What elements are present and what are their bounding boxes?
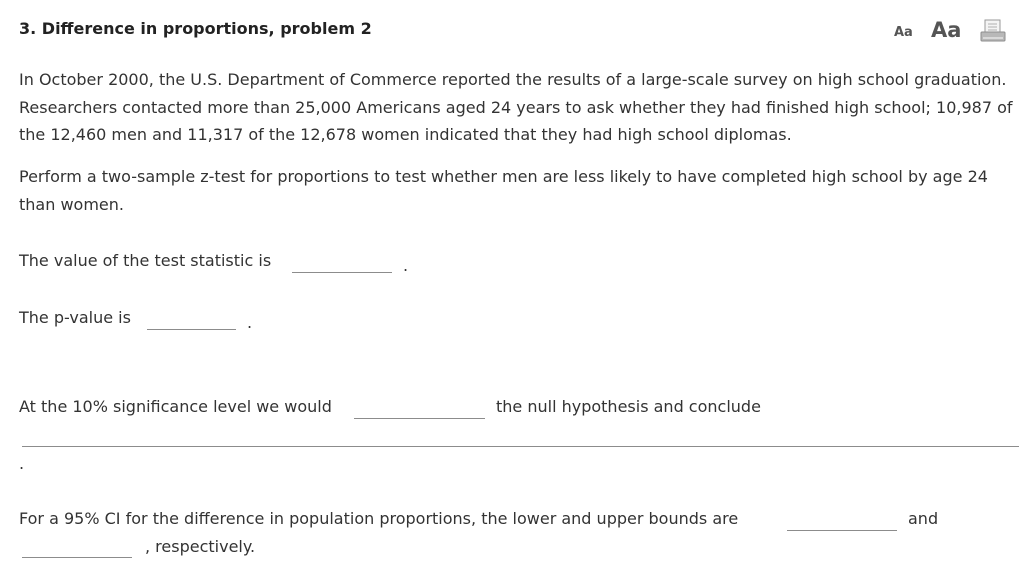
test-statistic-input[interactable] [292, 252, 392, 273]
ci-lower-input[interactable] [787, 510, 897, 531]
decision-input[interactable] [354, 398, 485, 419]
significance-label: At the 10% significance level we would [19, 397, 332, 416]
problem-paragraph-1: In October 2000, the U.S. Department of Commerce reported the results of a large-scale survey on high school graduation. Researchers contacted more than 25,000 Americans aged 24 years to ask whether they had finished high school; 10,987 of the 12,460 men and 11,317 of the 12,678 women indicated that they had high school diplomas. [19, 70, 1013, 145]
p-value-label: The p-value is [19, 308, 131, 327]
significance-suffix: the null hypothesis and conclude [496, 397, 761, 416]
period: . [19, 454, 25, 473]
problem-title: 3. Difference in proportions, problem 2 [19, 19, 372, 38]
p-value-input[interactable] [147, 309, 236, 330]
ci-respectively-label: , respectively. [145, 537, 256, 556]
period: . [247, 313, 253, 332]
period: . [403, 256, 409, 275]
print-icon[interactable] [980, 18, 1006, 44]
test-statistic-label: The value of the test statistic is [19, 251, 272, 270]
ci-upper-input[interactable] [22, 537, 132, 558]
decrease-font-button[interactable]: Aa [894, 25, 913, 40]
conclusion-input[interactable] [22, 432, 1019, 447]
increase-font-button[interactable]: Aa [931, 18, 962, 42]
ci-label: For a 95% CI for the difference in population proportions, the lower and upper bounds are [19, 509, 739, 528]
ci-and-label: and [908, 509, 939, 528]
problem-paragraph-2: Perform a two-sample z-test for proportions to test whether men are less likely to have completed high school by age 24 than women. [19, 167, 988, 214]
